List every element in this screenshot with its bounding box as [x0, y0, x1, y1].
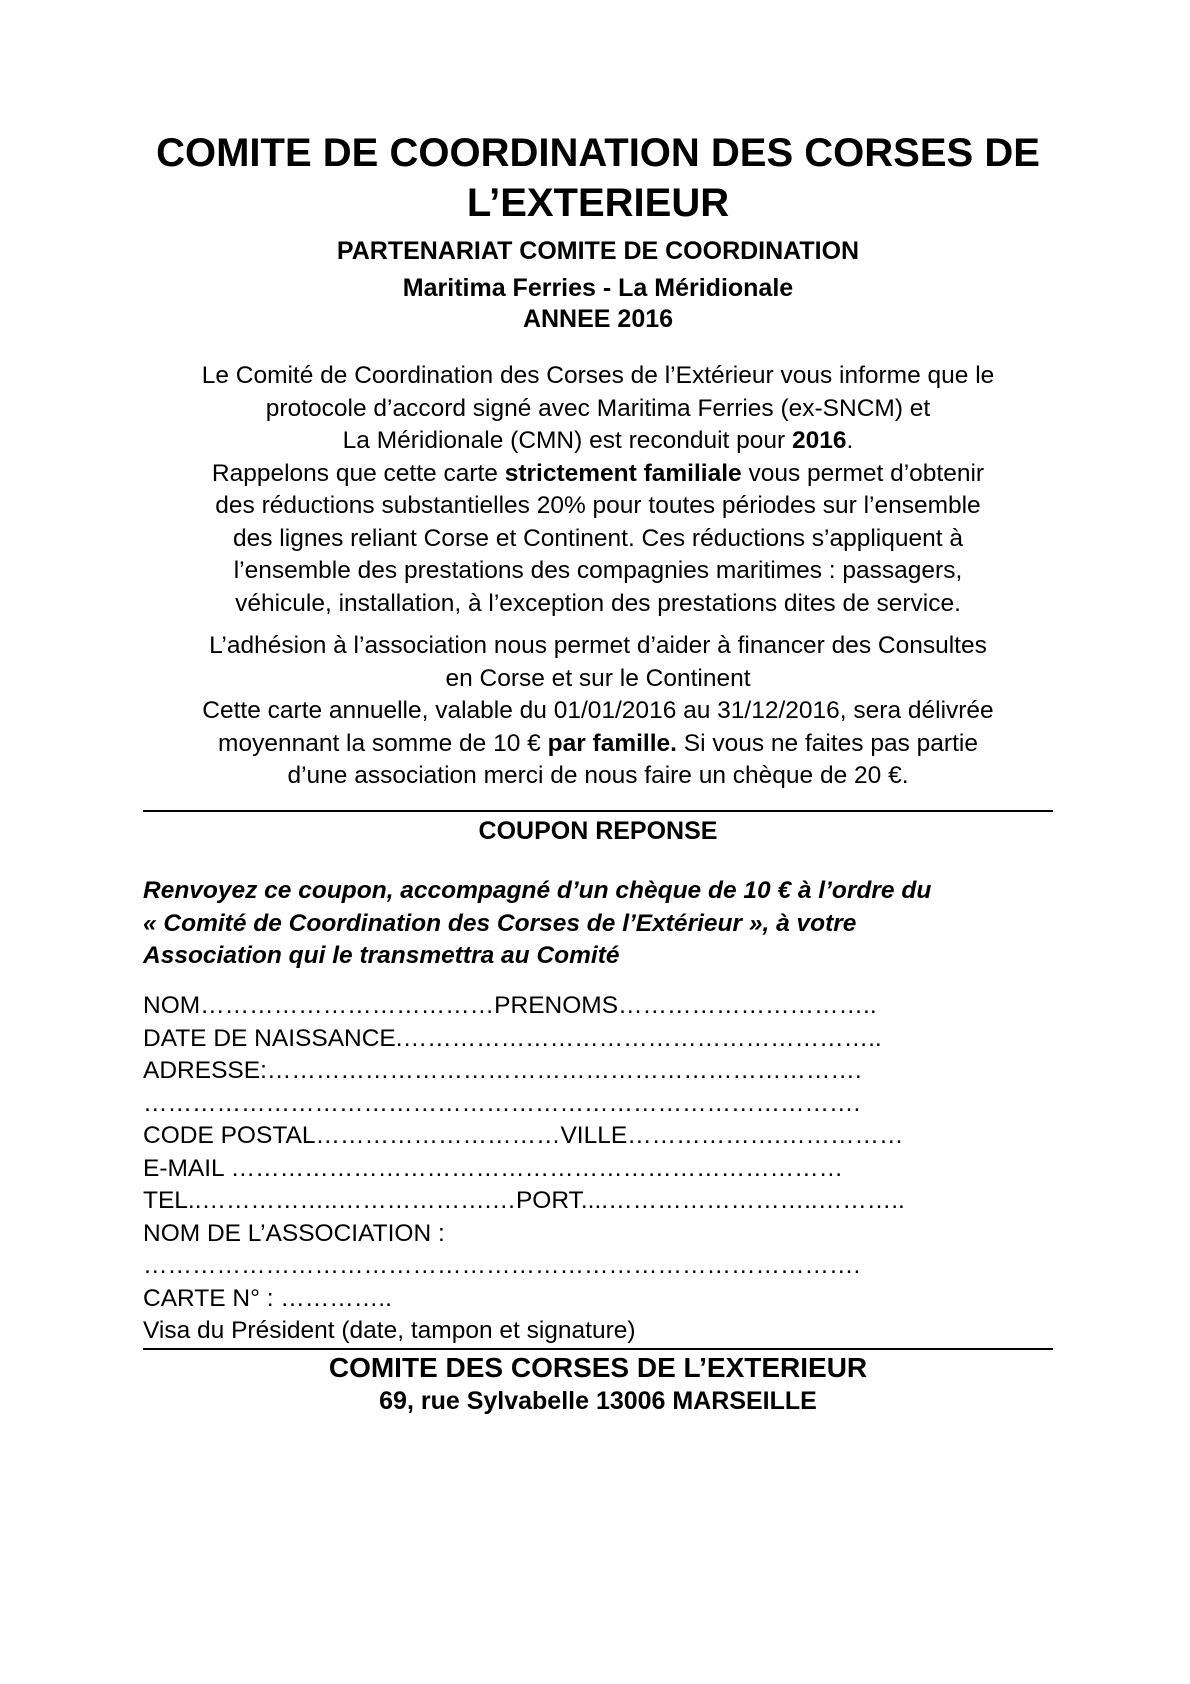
title-line-1: COMITE DE COORDINATION DES CORSES DE — [156, 131, 1040, 175]
separator-line — [143, 810, 1053, 812]
footer-organization: COMITE DES CORSES DE L’EXTERIEUR — [328, 1352, 868, 1383]
membership-paragraph — [143, 630, 1053, 793]
intro-line: l’ensemble des prestations des compagnies maritimes : passagers, — [233, 557, 963, 584]
membership-line: L’adhésion à l’association nous permet d’aider à financer des Consultes — [209, 632, 987, 659]
strictly-family-bold: strictement familiale — [504, 459, 742, 487]
membership-line: en Corse et sur le Continent — [445, 664, 751, 692]
president-visa-label: Visa du Président (date, tampon et signature) — [143, 1317, 636, 1344]
membership-line: Cette carte annuelle, valable du 01/01/2016 au 31/12/2016, sera délivrée — [202, 697, 994, 724]
membership-line: d’une association merci de nous faire un chèque de 20 €. — [287, 762, 909, 789]
membership-line: moyennant la somme de 10 € par famille. Si vous ne faites pas partie — [218, 729, 978, 757]
coupon-form — [143, 990, 1053, 1348]
intro-line: des lignes reliant Corse et Continent. Ces réductions s’appliquent à — [233, 524, 963, 552]
year-heading: ANNEE 2016 — [522, 305, 674, 333]
intro-line: véhicule, installation, à l’exception des prestations dites de service. — [235, 589, 961, 617]
intro-line: protocole d’accord signé avec Maritima Ferries (ex-SNCM) et — [265, 394, 931, 422]
footer-address: 69, rue Sylvabelle 13006 MARSEILLE — [379, 1387, 817, 1415]
title-line-2: L’EXTERIEUR — [466, 181, 730, 225]
instruction-line: Renvoyez ce coupon, accompagné d’un chèque de 10 € à l’ordre du — [143, 877, 932, 904]
intro-line: Le Comité de Coordination des Corses de l’Extérieur vous informe que le — [201, 362, 995, 389]
address-field[interactable]: ADRESSE:………………………………………………………………. — [143, 1057, 862, 1084]
association-name-label: NOM DE L’ASSOCIATION : — [143, 1219, 445, 1247]
instruction-line: Association qui le transmettra au Comité — [143, 942, 620, 969]
instruction-line: « Comité de Coordination des Corses de l’Extérieur », à votre — [143, 909, 857, 937]
coupon-heading: COUPON REPONSE — [478, 817, 718, 845]
partners-names: Maritima Ferries - La Méridionale — [402, 274, 794, 302]
partnership-heading: PARTENARIAT COMITE DE COORDINATION — [336, 237, 860, 265]
phone-field[interactable]: TEL..……………..……………….…PORT....……………………..……….. — [143, 1187, 905, 1214]
email-field[interactable]: E-MAIL ………………………………………………………………… — [143, 1154, 844, 1182]
card-number-field[interactable]: CARTE N° : ………….. — [143, 1284, 392, 1312]
document-title — [143, 128, 1053, 228]
name-field[interactable]: NOM………………………………PRENOMS………………………….. — [143, 992, 877, 1019]
per-family-bold: par famille. — [547, 729, 677, 757]
association-name-field[interactable]: ……………………………………………………………………………. — [143, 1252, 861, 1279]
intro-line: des réductions substantielles 20% pour toutes périodes sur l’ensemble — [215, 492, 981, 519]
coupon-instructions — [143, 875, 1053, 973]
intro-line: La Méridionale (CMN) est reconduit pour 2016. — [342, 427, 854, 454]
intro-line: Rappelons que cette carte strictement familiale vous permet d’obtenir — [211, 459, 985, 487]
intro-paragraph — [143, 360, 1053, 620]
year-bold: 2016 — [792, 427, 847, 454]
birthdate-field[interactable]: DATE DE NAISSANCE.………………………………………………….. — [143, 1024, 882, 1052]
address-continuation-field[interactable]: ……………………………………………………………………………. — [143, 1089, 861, 1117]
postal-code-city-field[interactable]: CODE POSTAL…………………………VILLE……………….…………… — [143, 1122, 904, 1149]
